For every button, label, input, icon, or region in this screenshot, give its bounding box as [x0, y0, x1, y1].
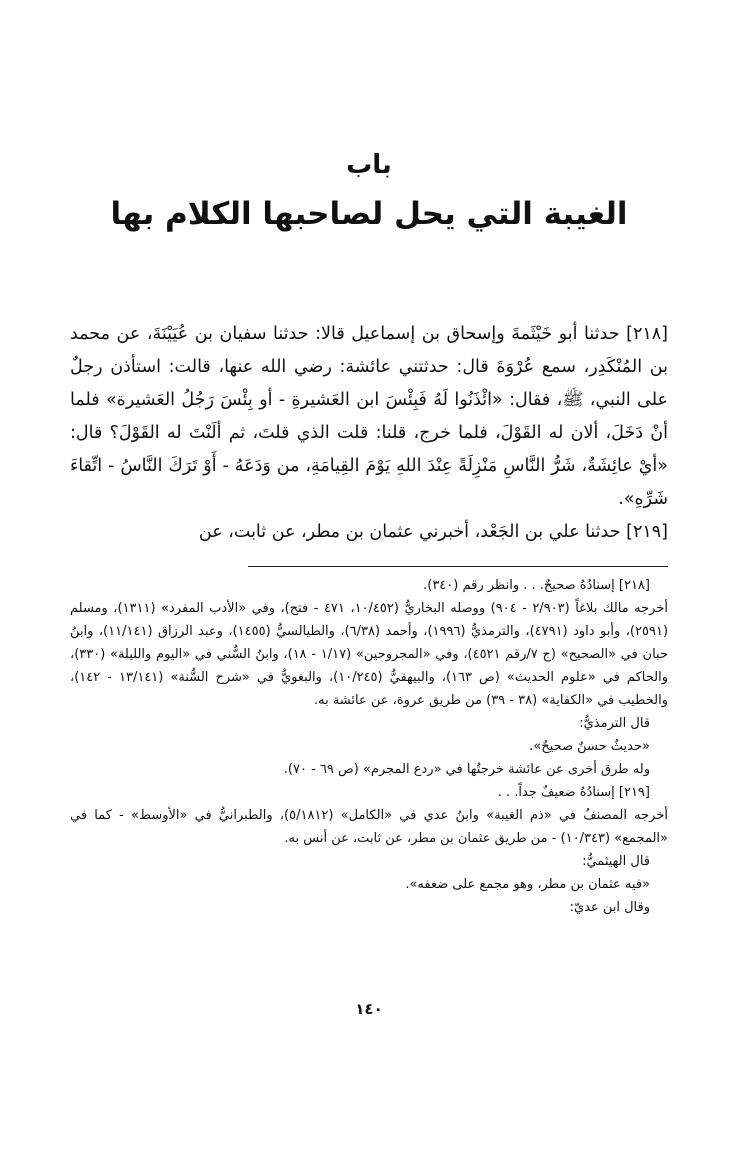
footnote-line: قال الهيثميُّ: [582, 854, 650, 869]
hadith-number: [٢١٩] [626, 522, 668, 542]
footnote-line: [٢١٩] إسنادُهُ ضعيفٌ جداً. . . [497, 785, 650, 800]
main-text [70, 318, 668, 549]
footnote-line: «حديثٌ حسنٌ صحيحٌ». [529, 739, 650, 754]
hadith-text: حدثنا أبو خَيْثَمةَ وإسحاق بن إسماعيل قالا: حدثنا سفيان بن عُيَيْنَةَ، عن محمد بن المُنْكَدِر، سمع عُرْوَةَ قال: حدثتني عائشة: رضي الله عنها، قالت: استأذن رجلٌ على النبي، ﷺ، فقال: «ائْذَنُوا لَهُ فَبِئْسَ ابن العَشيرةِ - أو بِئْسَ رَجُلُ العَشيرة» فلما أنْ دَخَلَ، ألان له القَوْلَ، فلما خرج، قلنا: قلت الذي قلتَ، ثم ألَنْتَ له القَوْلَ؟ قال: «أيْ عائِشَةُ، شَرُّ النَّاسِ مَنْزِلَةً عِنْدَ اللهِ يَوْمَ القِيامَةِ، من وَدَعَهُ - أَوْ تَرَكَ النَّاسُ - اتِّقاءَ شَرِّهِ». [70, 324, 668, 509]
footnote-line: أخرجه المصنفُ في «ذم الغيبة» وابنُ عدي في «الكامل» (٥/١٨١٢)، والطبرانيُّ في «الأوسط» - كما في «المجمع» (١٠/٣٤٣) - من طريق عثمان بن مطر، عن ثابت، عن أنس به. [70, 808, 668, 846]
footnote-divider [248, 566, 668, 567]
section-label: باب [346, 150, 392, 180]
hadith-text: حدثنا علي بن الجَعْد، أخبرني عثمان بن مطر، عن ثابت، عن [198, 522, 621, 542]
hadith-paragraph [70, 516, 668, 549]
hadith-paragraph [70, 318, 668, 516]
footnote-line: وقال ابن عديّ: [569, 900, 650, 915]
hadith-number: [٢١٨] [626, 324, 668, 344]
chapter-title: الغيبة التي يحل لصاحبها الكلام بها [110, 196, 628, 232]
footnote-line: «فيه عثمان بن مطر، وهو مجمع على ضعفه». [405, 877, 650, 892]
footnotes [70, 574, 668, 919]
footnote-line: أخرجه مالك بلاغاً (٢/٩٠٣ - ٩٠٤) ووصله البخاريُّ (١٠/٤٥٢، ٤٧١ - فتح)، وفي «الأدب المفرد» (١٣١١)، ومسلم (٢٥٩١)، وأبو داود (٤٧٩١)، والترمذيُّ (١٩٩٦)، وأحمد (٦/٣٨)، والطيالسيُّ (١٤٥٥)، وعبد الرزاق (١١/١٤١)، وابنُ حبان في «الصحيح» (ج ٧/رقم ٤٥٢١)، وفي «المجروحين» (١/١٧ - ١٨)، وابنُ السُّني في «اليوم والليلة» (٣٣٠)، والحاكم في «علوم الحديث» (ص ١٦٣)، والبيهقيُّ (١٠/٢٤٥)، والبغويُّ في «شرح السُّنة» (١٣/١٤١ - ١٤٢)، والخطيب في «الكفاية» (٣٨ - ٣٩) من طريق عروة، عن عائشة به. [70, 601, 669, 708]
footnote-line: [٢١٨] إسنادُهُ صحيحٌ. . . وانظر رقم (٣٤٠). [423, 578, 650, 593]
footnote-line: قال الترمذيُّ: [579, 716, 650, 731]
book-page [70, 0, 668, 1166]
footnote-line: وله طرق أخرى عن عائشة خرجتُها في «ردع المجرم» (ص ٦٩ - ٧٠). [283, 762, 650, 777]
page-number: ١٤٠ [355, 1000, 383, 1018]
